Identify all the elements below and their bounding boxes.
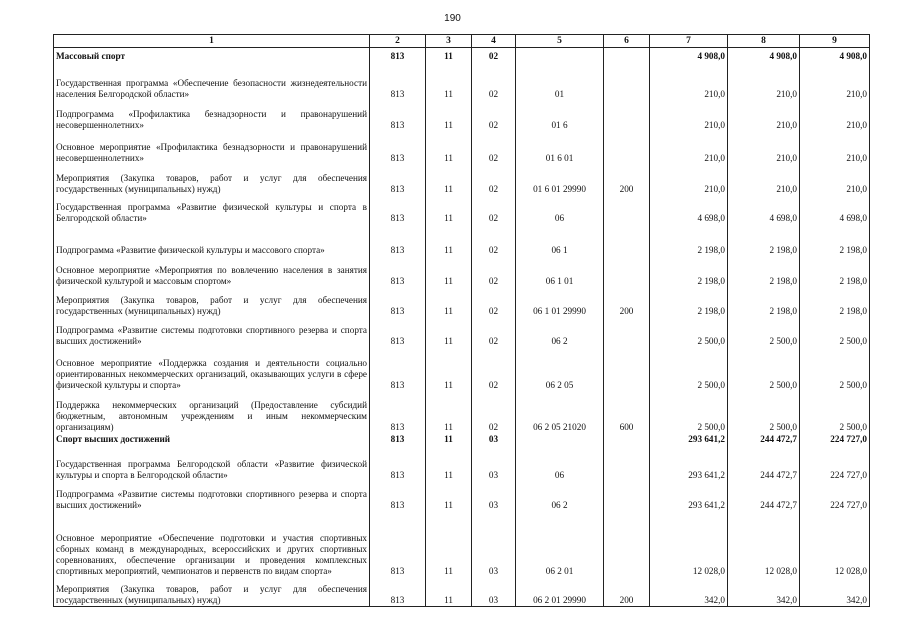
column-header: 7 bbox=[650, 35, 728, 48]
amount-year-2: 2 198,0 bbox=[728, 224, 800, 256]
table-row bbox=[54, 164, 870, 195]
row-name: Массовый спорт bbox=[54, 48, 370, 62]
ministry-code: 813 bbox=[370, 481, 426, 511]
expense-type-code bbox=[604, 224, 650, 256]
amount-year-2: 210,0 bbox=[728, 131, 800, 164]
subsection-code: 02 bbox=[472, 391, 516, 433]
target-article-code bbox=[516, 48, 604, 62]
amount-year-3: 2 500,0 bbox=[800, 347, 870, 391]
amount-year-1: 342,0 bbox=[650, 577, 728, 607]
amount-year-2: 4 698,0 bbox=[728, 195, 800, 224]
amount-year-2: 4 908,0 bbox=[728, 48, 800, 62]
column-header: 9 bbox=[800, 35, 870, 48]
table-row bbox=[54, 577, 870, 607]
budget-table bbox=[53, 34, 870, 607]
subsection-code: 03 bbox=[472, 481, 516, 511]
subsection-code: 02 bbox=[472, 195, 516, 224]
expense-type-code bbox=[604, 100, 650, 131]
subsection-code: 02 bbox=[472, 317, 516, 347]
target-article-code: 06 2 05 21020 bbox=[516, 391, 604, 433]
ministry-code: 813 bbox=[370, 577, 426, 607]
expense-type-code bbox=[604, 347, 650, 391]
page-number: 190 bbox=[444, 13, 461, 24]
amount-year-1: 2 500,0 bbox=[650, 391, 728, 433]
section-code: 11 bbox=[426, 391, 472, 433]
table-row bbox=[54, 195, 870, 224]
expense-type-code bbox=[604, 195, 650, 224]
expense-type-code bbox=[604, 433, 650, 445]
section-code: 11 bbox=[426, 445, 472, 481]
amount-year-1: 2 500,0 bbox=[650, 347, 728, 391]
amount-year-3: 224 727,0 bbox=[800, 481, 870, 511]
amount-year-1: 4 908,0 bbox=[650, 48, 728, 62]
ministry-code: 813 bbox=[370, 433, 426, 445]
section-code: 11 bbox=[426, 100, 472, 131]
column-header: 1 bbox=[54, 35, 370, 48]
subsection-code: 03 bbox=[472, 433, 516, 445]
table-row bbox=[54, 317, 870, 347]
section-code: 11 bbox=[426, 256, 472, 287]
section-code: 11 bbox=[426, 433, 472, 445]
row-name: Мероприятия (Закупка товаров, работ и услуг для обеспечения государственных (муниципальных) нужд) bbox=[54, 287, 370, 317]
amount-year-3: 2 198,0 bbox=[800, 256, 870, 287]
target-article-code: 06 bbox=[516, 445, 604, 481]
target-article-code: 01 6 01 bbox=[516, 131, 604, 164]
ministry-code: 813 bbox=[370, 445, 426, 481]
amount-year-1: 4 698,0 bbox=[650, 195, 728, 224]
amount-year-3: 210,0 bbox=[800, 164, 870, 195]
row-name: Подпрограмма «Развитие физической культуры и массового спорта» bbox=[54, 224, 370, 256]
subsection-code: 02 bbox=[472, 164, 516, 195]
table-row bbox=[54, 445, 870, 481]
ministry-code: 813 bbox=[370, 62, 426, 100]
table-row bbox=[54, 62, 870, 100]
ministry-code: 813 bbox=[370, 511, 426, 577]
row-name: Основное мероприятие «Обеспечение подготовки и участия спортивных сборных команд в международных, всероссийских и других спортивных соревнованиях, обеспечение организации и проведения комплексных спортивных мероприятий, чемпионатов и первенств по видам спорта» bbox=[54, 511, 370, 577]
expense-type-code bbox=[604, 131, 650, 164]
amount-year-2: 244 472,7 bbox=[728, 445, 800, 481]
subsection-code: 02 bbox=[472, 62, 516, 100]
ministry-code: 813 bbox=[370, 195, 426, 224]
expense-type-code bbox=[604, 48, 650, 62]
table-row bbox=[54, 287, 870, 317]
amount-year-3: 210,0 bbox=[800, 62, 870, 100]
subsection-code: 03 bbox=[472, 511, 516, 577]
ministry-code: 813 bbox=[370, 391, 426, 433]
amount-year-2: 2 198,0 bbox=[728, 256, 800, 287]
column-header: 3 bbox=[426, 35, 472, 48]
subsection-code: 02 bbox=[472, 224, 516, 256]
amount-year-1: 293 641,2 bbox=[650, 433, 728, 445]
amount-year-2: 2 198,0 bbox=[728, 287, 800, 317]
amount-year-2: 342,0 bbox=[728, 577, 800, 607]
expense-type-code bbox=[604, 62, 650, 100]
ministry-code: 813 bbox=[370, 131, 426, 164]
amount-year-1: 2 198,0 bbox=[650, 256, 728, 287]
table-row bbox=[54, 131, 870, 164]
table-row bbox=[54, 224, 870, 256]
row-name: Государственная программа «Обеспечение безопасности жизнедеятельности населения Белгородской области» bbox=[54, 62, 370, 100]
amount-year-1: 293 641,2 bbox=[650, 481, 728, 511]
ministry-code: 813 bbox=[370, 224, 426, 256]
row-name: Подпрограмма «Профилактика безнадзорности и правонарушений несовершеннолетних» bbox=[54, 100, 370, 131]
amount-year-2: 210,0 bbox=[728, 62, 800, 100]
expense-type-code bbox=[604, 481, 650, 511]
amount-year-3: 2 198,0 bbox=[800, 224, 870, 256]
section-code: 11 bbox=[426, 48, 472, 62]
table-row bbox=[54, 100, 870, 131]
target-article-code: 06 2 01 bbox=[516, 511, 604, 577]
amount-year-2: 12 028,0 bbox=[728, 511, 800, 577]
amount-year-3: 2 198,0 bbox=[800, 287, 870, 317]
row-name: Основное мероприятие «Поддержка создания и деятельности социально ориентированных некоммерческих организаций, оказывающих услуги в сфере физической культуры и спорта» bbox=[54, 347, 370, 391]
target-article-code: 06 1 bbox=[516, 224, 604, 256]
subsection-code: 02 bbox=[472, 287, 516, 317]
row-name: Спорт высших достижений bbox=[54, 433, 370, 445]
amount-year-2: 2 500,0 bbox=[728, 317, 800, 347]
amount-year-1: 12 028,0 bbox=[650, 511, 728, 577]
amount-year-3: 4 698,0 bbox=[800, 195, 870, 224]
amount-year-1: 293 641,2 bbox=[650, 445, 728, 481]
subsection-code: 03 bbox=[472, 577, 516, 607]
amount-year-3: 12 028,0 bbox=[800, 511, 870, 577]
row-name: Мероприятия (Закупка товаров, работ и услуг для обеспечения государственных (муниципальных) нужд) bbox=[54, 577, 370, 607]
subsection-code: 02 bbox=[472, 131, 516, 164]
amount-year-1: 210,0 bbox=[650, 100, 728, 131]
target-article-code: 06 2 05 bbox=[516, 347, 604, 391]
subsection-code: 03 bbox=[472, 445, 516, 481]
target-article-code: 01 6 01 29990 bbox=[516, 164, 604, 195]
amount-year-3: 210,0 bbox=[800, 131, 870, 164]
row-name: Подпрограмма «Развитие системы подготовки спортивного резерва и спорта высших достижений» bbox=[54, 317, 370, 347]
row-name: Поддержка некоммерческих организаций (Предоставление субсидий бюджетным, автономным учреждениям и иным некоммерческим организациям) bbox=[54, 391, 370, 433]
expense-type-code bbox=[604, 256, 650, 287]
column-header: 8 bbox=[728, 35, 800, 48]
amount-year-3: 224 727,0 bbox=[800, 445, 870, 481]
row-name: Государственная программа Белгородской области «Развитие физической культуры и спорта в Белгородской области» bbox=[54, 445, 370, 481]
expense-type-code: 600 bbox=[604, 391, 650, 433]
target-article-code: 06 bbox=[516, 195, 604, 224]
amount-year-1: 2 500,0 bbox=[650, 317, 728, 347]
amount-year-3: 210,0 bbox=[800, 100, 870, 131]
expense-type-code: 200 bbox=[604, 577, 650, 607]
row-name: Подпрограмма «Развитие системы подготовки спортивного резерва и спорта высших достижений» bbox=[54, 481, 370, 511]
section-code: 11 bbox=[426, 224, 472, 256]
ministry-code: 813 bbox=[370, 317, 426, 347]
amount-year-2: 244 472,7 bbox=[728, 433, 800, 445]
ministry-code: 813 bbox=[370, 347, 426, 391]
amount-year-3: 2 500,0 bbox=[800, 391, 870, 433]
ministry-code: 813 bbox=[370, 256, 426, 287]
amount-year-1: 210,0 bbox=[650, 62, 728, 100]
table-row bbox=[54, 511, 870, 577]
expense-type-code bbox=[604, 317, 650, 347]
column-header: 4 bbox=[472, 35, 516, 48]
subsection-code: 02 bbox=[472, 100, 516, 131]
subsection-code: 02 bbox=[472, 347, 516, 391]
amount-year-2: 2 500,0 bbox=[728, 391, 800, 433]
ministry-code: 813 bbox=[370, 287, 426, 317]
column-header: 2 bbox=[370, 35, 426, 48]
column-header: 5 bbox=[516, 35, 604, 48]
ministry-code: 813 bbox=[370, 164, 426, 195]
target-article-code: 06 2 01 29990 bbox=[516, 577, 604, 607]
section-code: 11 bbox=[426, 317, 472, 347]
row-name: Государственная программа «Развитие физической культуры и спорта в Белгородской области» bbox=[54, 195, 370, 224]
amount-year-2: 210,0 bbox=[728, 164, 800, 195]
row-name: Мероприятия (Закупка товаров, работ и услуг для обеспечения государственных (муниципальных) нужд) bbox=[54, 164, 370, 195]
table-row bbox=[54, 433, 870, 445]
amount-year-1: 210,0 bbox=[650, 131, 728, 164]
amount-year-3: 342,0 bbox=[800, 577, 870, 607]
target-article-code: 06 1 01 29990 bbox=[516, 287, 604, 317]
column-header: 6 bbox=[604, 35, 650, 48]
amount-year-1: 2 198,0 bbox=[650, 287, 728, 317]
amount-year-1: 2 198,0 bbox=[650, 224, 728, 256]
header-row bbox=[54, 35, 870, 48]
amount-year-1: 210,0 bbox=[650, 164, 728, 195]
section-code: 11 bbox=[426, 347, 472, 391]
expense-type-code: 200 bbox=[604, 287, 650, 317]
section-code: 11 bbox=[426, 481, 472, 511]
target-article-code: 01 bbox=[516, 62, 604, 100]
amount-year-2: 210,0 bbox=[728, 100, 800, 131]
table-row bbox=[54, 256, 870, 287]
amount-year-2: 2 500,0 bbox=[728, 347, 800, 391]
table-row bbox=[54, 48, 870, 62]
table-body bbox=[54, 48, 870, 607]
target-article-code bbox=[516, 433, 604, 445]
ministry-code: 813 bbox=[370, 100, 426, 131]
subsection-code: 02 bbox=[472, 48, 516, 62]
section-code: 11 bbox=[426, 131, 472, 164]
amount-year-2: 244 472,7 bbox=[728, 481, 800, 511]
amount-year-3: 2 500,0 bbox=[800, 317, 870, 347]
row-name: Основное мероприятие «Мероприятия по вовлечению населения в занятия физической культурой и массовым спортом» bbox=[54, 256, 370, 287]
table-row bbox=[54, 391, 870, 433]
amount-year-3: 224 727,0 bbox=[800, 433, 870, 445]
section-code: 11 bbox=[426, 195, 472, 224]
ministry-code: 813 bbox=[370, 48, 426, 62]
section-code: 11 bbox=[426, 511, 472, 577]
target-article-code: 06 2 bbox=[516, 317, 604, 347]
target-article-code: 06 2 bbox=[516, 481, 604, 511]
section-code: 11 bbox=[426, 287, 472, 317]
expense-type-code bbox=[604, 511, 650, 577]
section-code: 11 bbox=[426, 62, 472, 100]
section-code: 11 bbox=[426, 164, 472, 195]
expense-type-code bbox=[604, 445, 650, 481]
section-code: 11 bbox=[426, 577, 472, 607]
subsection-code: 02 bbox=[472, 256, 516, 287]
table-row bbox=[54, 347, 870, 391]
amount-year-3: 4 908,0 bbox=[800, 48, 870, 62]
target-article-code: 01 6 bbox=[516, 100, 604, 131]
row-name: Основное мероприятие «Профилактика безнадзорности и правонарушений несовершеннолетних» bbox=[54, 131, 370, 164]
expense-type-code: 200 bbox=[604, 164, 650, 195]
table-row bbox=[54, 481, 870, 511]
target-article-code: 06 1 01 bbox=[516, 256, 604, 287]
